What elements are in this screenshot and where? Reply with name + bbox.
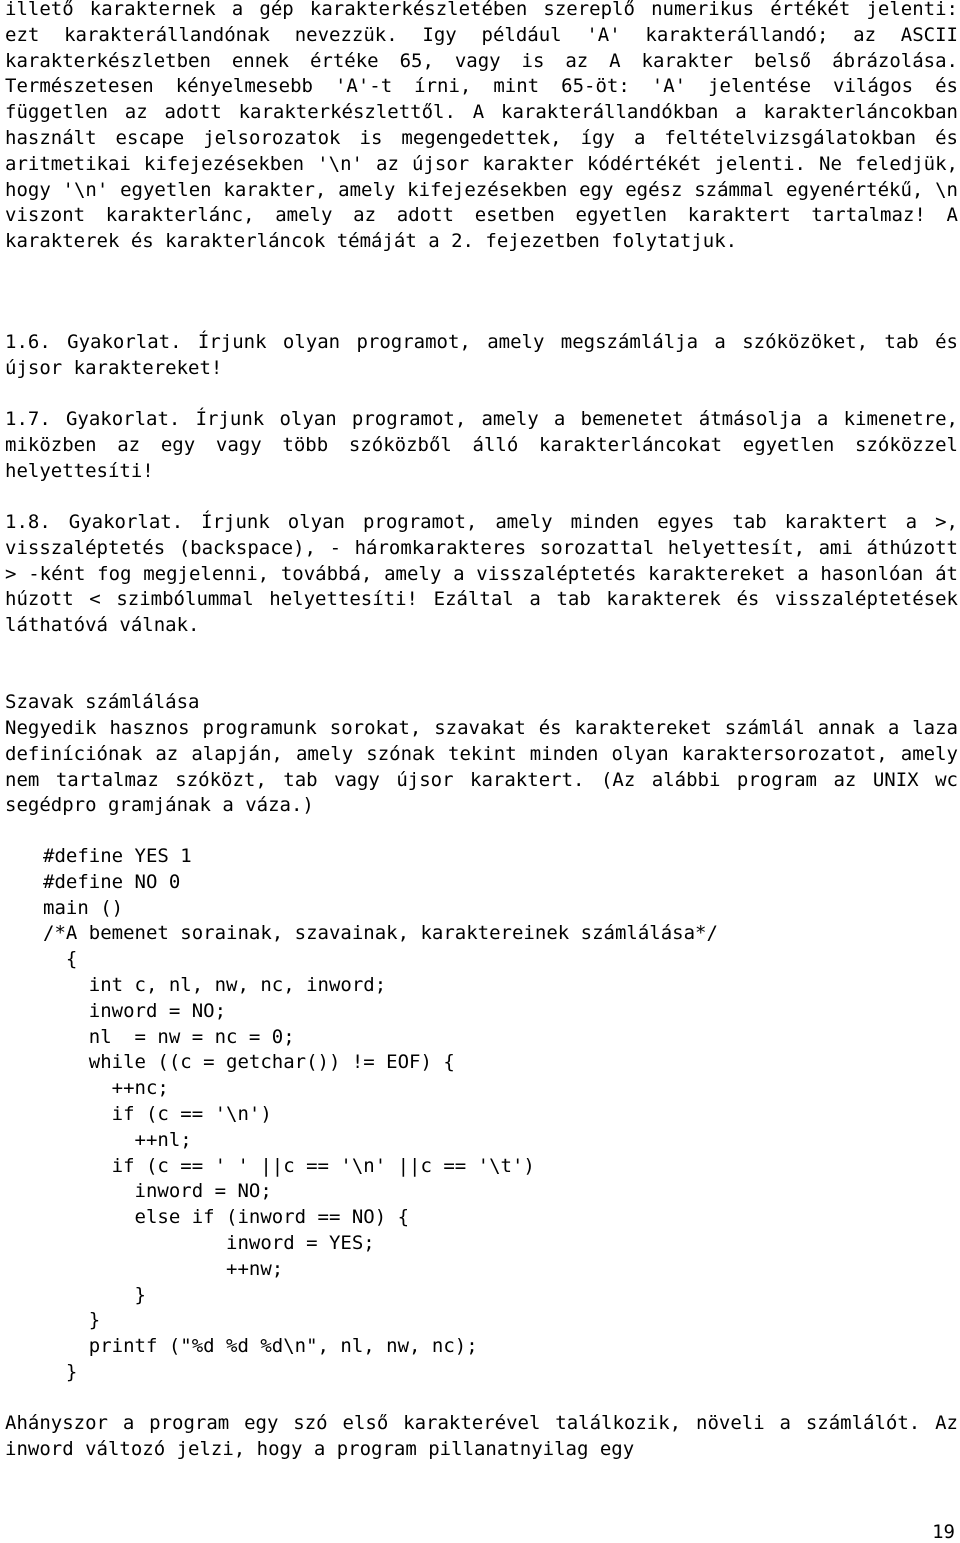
code-listing: #define YES 1 #define NO 0 main () /*A bemenet sorainak, szavainak, karaktereinek számlálása*/ { int c, nl, nw, nc, inword; inword = NO; nl = nw = nc = 0; while ((c = getchar()) != EOF) { ++nc; if (c == '\n') ++nl; if (c == ' ' ||c == '\n' ||c == '\t') inword = NO; else if (inword == NO) { inword = YES; ++nw; } } printf ("%d %d %d\n", nl, nw, nc); } [43, 845, 718, 1383]
exercise-1-7: 1.7. Gyakorlat. Írjunk olyan programot, amely a bemenetet átmásolja a kimenetre, miközben az egy vagy több szóközből álló karakterláncokat egyetlen szóközzel helyettesíti! [5, 408, 958, 482]
exercise-1-6: 1.6. Gyakorlat. Írjunk olyan programot, amely megszámlálja a szóközöket, tab és újsor karaktereket! [5, 331, 958, 379]
closing-paragraph: Ahányszor a program egy szó első karakterével találkozik, növeli a számlálót. Az inword változó jelzi, hogy a program pillanatnyilag egy [5, 1412, 958, 1460]
page-number: 19 [932, 1521, 955, 1543]
exercise-1-8: 1.8. Gyakorlat. Írjunk olyan programot, amely minden egyes tab karaktert a >, visszaléptetés (backspace), - háromkarakteres sorozattal helyettesít, ami áthúzott > -ként fog megjelenni, továbbá, amely a visszaléptetés karaktereket a hasonlóan át húzott < szimbólummal helyettesíti! Ezáltal a tab karakterek és visszaléptetések láthatóvá válnak. [5, 511, 958, 637]
section-title: Szavak számlálása [5, 691, 200, 713]
section-paragraph: Negyedik hasznos programunk sorokat, szavakat és karaktereket számlál annak a laza definíciónak az alapján, amely szónak tekint minden olyan karaktersorozatot, amely nem tartalmaz szóközt, tab vagy újsor karaktert. (Az alábbi program az UNIX wc segédpro gramjának a váza.) [5, 717, 958, 817]
intro-paragraph: illető karakternek a gép karakterkészletében szereplő numerikus értékét jelenti: ezt karakterállandónak nevezzük. Igy például 'A' karakterállandó; az ASCII karakterkészletben ennek értéke 65, vagy is az A karakter belső ábrázolása. Természetesen kényelmesebb 'A'-t írni, mint 65-öt: 'A' jelentése világos és független az adott karakterkészlettől. A karakterállandókban a karakterláncokban használt escape jelsorozatok is megengedettek, így a feltételvizsgálatokban és aritmetikai kifejezésekben '\n' az újsor karakter kódértékét jelenti. Ne feledjük, hogy '\n' egyetlen karakter, amely kifejezésekben egy egész számmal egyenértékű, \n viszont karakterlánc, amely az adott esetben egyetlen karaktert tartalmaz! A karakterek és karakterláncok témáját a 2. fejezetben folytatjuk. [5, 0, 958, 253]
